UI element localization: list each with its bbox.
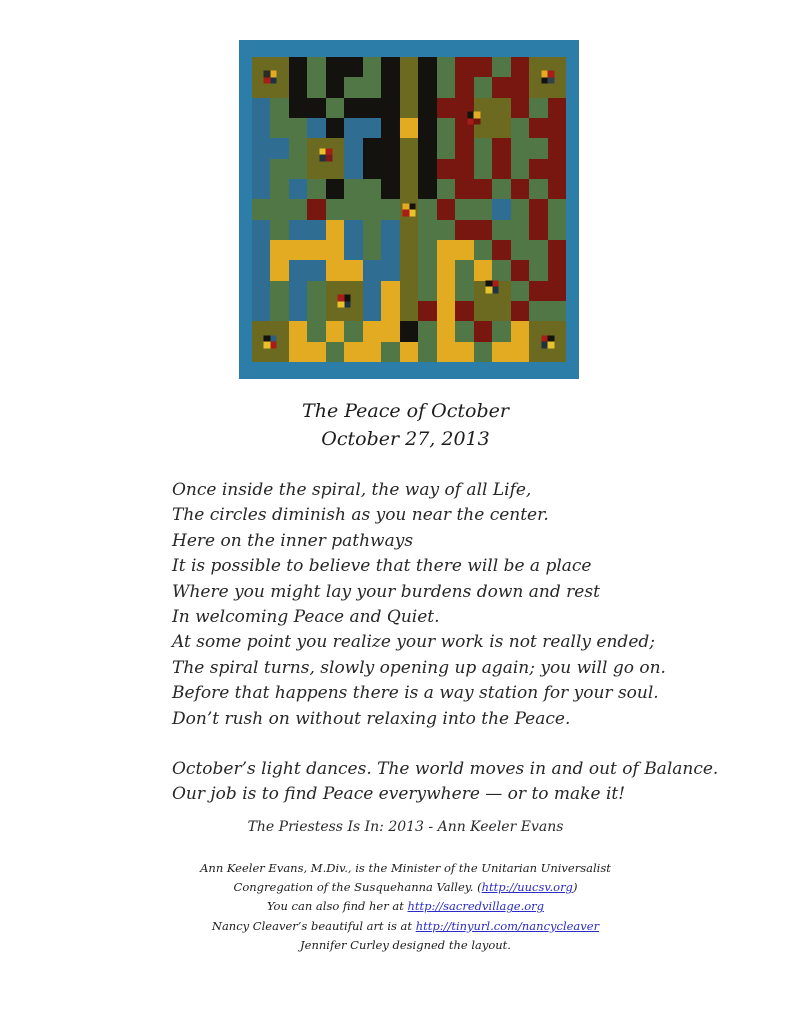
checker-dot-square [326, 155, 333, 162]
mosaic-cell [548, 138, 566, 158]
mosaic-cell [548, 159, 566, 179]
checker-dot [338, 295, 351, 308]
page-title: The Peace of October [302, 400, 509, 422]
poem-stanza-2 [172, 757, 718, 808]
mosaic-cell [418, 240, 436, 260]
mosaic-cell [400, 118, 418, 138]
mosaic-cell [474, 159, 492, 179]
checker-dot-square [548, 77, 555, 84]
mosaic-cell [363, 138, 381, 158]
mosaic-cell [511, 138, 529, 158]
mosaic-cell [492, 260, 510, 280]
mosaic-cell [529, 220, 547, 240]
checker-dot [541, 71, 554, 84]
checker-dot [467, 112, 480, 125]
mosaic-cell [289, 321, 307, 341]
mosaic-cell [474, 199, 492, 219]
mosaic-cell [418, 321, 436, 341]
poem-line: Don’t rush on without relaxing into the Peace. [172, 708, 571, 729]
mosaic-cell [307, 199, 325, 219]
mosaic-cell [529, 240, 547, 260]
checker-dot-square [474, 118, 481, 125]
poem-line: Once inside the spiral, the way of all Life, [172, 480, 532, 500]
mosaic-cell [363, 199, 381, 219]
footer-line [20, 936, 791, 955]
mosaic-cell [474, 321, 492, 341]
mosaic-cell [437, 301, 455, 321]
mosaic-cell [437, 98, 455, 118]
mosaic-cell [326, 57, 344, 77]
mosaic-cell [455, 159, 473, 179]
mosaic-cell [492, 240, 510, 260]
mosaic-cell [289, 179, 307, 199]
mosaic-cell [548, 301, 566, 321]
mosaic-cell [252, 240, 270, 260]
mosaic-cell [492, 321, 510, 341]
mosaic-cell [326, 179, 344, 199]
mosaic-cell [326, 77, 344, 97]
mosaic-cell [492, 179, 510, 199]
title-block [20, 398, 791, 453]
mosaic-cell [381, 301, 399, 321]
mosaic-cell [270, 98, 288, 118]
poem-line: The spiral turns, slowly opening up again; you will go on. [172, 657, 666, 678]
mosaic-cell [455, 199, 473, 219]
mosaic-cell [381, 98, 399, 118]
mosaic-cell [455, 321, 473, 341]
mosaic-cell [474, 57, 492, 77]
mosaic-cell [529, 138, 547, 158]
mosaic-cell [270, 240, 288, 260]
mosaic-cell [326, 98, 344, 118]
mosaic-cell [418, 199, 436, 219]
mosaic-cell [344, 159, 362, 179]
mosaic-cell [344, 260, 362, 280]
mosaic-cell [307, 281, 325, 301]
mosaic-cell [418, 57, 436, 77]
mosaic-cell [511, 281, 529, 301]
mosaic-cell [381, 118, 399, 138]
mosaic-cell [418, 98, 436, 118]
mosaic-cell [455, 342, 473, 362]
mosaic-cell [363, 118, 381, 138]
footer-text: Jennifer Curley designed the layout. [300, 937, 511, 952]
poem-line: Our job is to find Peace everywhere — or to make it! [172, 784, 626, 805]
mosaic-cell [344, 240, 362, 260]
mosaic-cell [492, 220, 510, 240]
mosaic-cell [363, 98, 381, 118]
mosaic-cell [252, 138, 270, 158]
mosaic-cell [548, 240, 566, 260]
mosaic-cell [492, 57, 510, 77]
checker-dot-square [492, 287, 499, 294]
mosaic-cell [289, 159, 307, 179]
mosaic-cell [455, 77, 473, 97]
mosaic-cell [511, 159, 529, 179]
peace-artwork [239, 40, 579, 379]
mosaic-cell [289, 118, 307, 138]
mosaic-cell [511, 118, 529, 138]
mosaic-cell [270, 159, 288, 179]
mosaic-cell [252, 301, 270, 321]
mosaic-cell [344, 138, 362, 158]
mosaic-cell [270, 179, 288, 199]
mosaic-cell [455, 260, 473, 280]
mosaic-cell [529, 199, 547, 219]
mosaic-cell [400, 159, 418, 179]
mosaic-cell [307, 321, 325, 341]
mosaic-cell [418, 159, 436, 179]
mosaic-cell [437, 240, 455, 260]
footer-link[interactable]: http://tinyurl.com/nancycleaver [415, 918, 600, 933]
mosaic-cell [289, 220, 307, 240]
stanza-gap [172, 732, 718, 757]
mosaic-cell [270, 199, 288, 219]
mosaic-cell [511, 240, 529, 260]
mosaic-cell [381, 179, 399, 199]
mosaic-cell [344, 77, 362, 97]
mosaic-cell [437, 281, 455, 301]
mosaic-cell [455, 138, 473, 158]
mosaic-cell [381, 138, 399, 158]
mosaic-cell [363, 159, 381, 179]
mosaic-cell [437, 138, 455, 158]
mosaic-cell [326, 240, 344, 260]
mosaic-cell [437, 118, 455, 138]
mosaic-cell [363, 240, 381, 260]
footer-text: You can also find her at [266, 899, 408, 914]
mosaic-cell [381, 199, 399, 219]
mosaic-cell [326, 260, 344, 280]
mosaic-cell [326, 321, 344, 341]
mosaic-cell [529, 179, 547, 199]
mosaic-cell [437, 220, 455, 240]
byline: The Priestess Is In: 2013 - Ann Keeler Evans [247, 819, 564, 835]
footer-credits [20, 859, 791, 955]
poem-line: It is possible to believe that there will be a place [172, 556, 592, 577]
mosaic-cell [437, 321, 455, 341]
mosaic-cell [548, 281, 566, 301]
mosaic-cell [511, 220, 529, 240]
mosaic-cell [511, 77, 529, 97]
mosaic-cell [344, 220, 362, 240]
mosaic-cell [418, 77, 436, 97]
checker-dot-square [270, 77, 277, 84]
mosaic-cell [326, 220, 344, 240]
checker-dot [264, 335, 277, 348]
mosaic-cell [529, 118, 547, 138]
footer-text: Congregation of the Susquehanna Valley. ( [233, 880, 482, 895]
mosaic-cell [511, 199, 529, 219]
mosaic-cell [474, 77, 492, 97]
checker-dot [486, 280, 499, 293]
mosaic-cell [307, 240, 325, 260]
mosaic-cell [307, 118, 325, 138]
checker-dot [264, 71, 277, 84]
poem [172, 478, 718, 808]
mosaic-cell [437, 77, 455, 97]
mosaic-cell [381, 281, 399, 301]
poem-line: Here on the inner pathways [172, 530, 414, 551]
mosaic-cell [418, 342, 436, 362]
mosaic-cell [492, 301, 510, 321]
mosaic-cell [270, 281, 288, 301]
mosaic-cell [344, 199, 362, 219]
mosaic-cell [418, 220, 436, 240]
mosaic-cell [252, 199, 270, 219]
mosaic-cell [400, 342, 418, 362]
mosaic-cell [307, 301, 325, 321]
mosaic-cell [270, 118, 288, 138]
mosaic-cell [344, 98, 362, 118]
mosaic-cell [492, 98, 510, 118]
mosaic-cell [270, 220, 288, 240]
mosaic-cell [548, 179, 566, 199]
mosaic-cell [363, 220, 381, 240]
mosaic-cell [492, 77, 510, 97]
mosaic-cell [400, 179, 418, 199]
poem-line: October’s light dances. The world moves in and out of Balance. [172, 759, 719, 780]
mosaic-cell [289, 260, 307, 280]
mosaic-cell [548, 118, 566, 138]
mosaic-cell [437, 342, 455, 362]
mosaic-cell [307, 260, 325, 280]
mosaic-cell [326, 118, 344, 138]
mosaic-cell [418, 281, 436, 301]
mosaic-cell [270, 301, 288, 321]
mosaic-cell [289, 281, 307, 301]
mosaic-cell [400, 281, 418, 301]
footer-link[interactable]: http://uucsv.org [481, 880, 573, 895]
mosaic-cell [381, 220, 399, 240]
checker-dot [541, 335, 554, 348]
mosaic-cell [492, 199, 510, 219]
mosaic-cell [455, 220, 473, 240]
mosaic-cell [400, 220, 418, 240]
mosaic-cell [455, 57, 473, 77]
mosaic-cell [437, 199, 455, 219]
mosaic-cell [252, 159, 270, 179]
mosaic-cell [548, 199, 566, 219]
mosaic-cell [381, 321, 399, 341]
mosaic-cell [511, 57, 529, 77]
mosaic-cell [400, 301, 418, 321]
mosaic-cell [344, 179, 362, 199]
mosaic-cell [252, 98, 270, 118]
mosaic-cell [363, 342, 381, 362]
mosaic-cell [289, 301, 307, 321]
mosaic-cell [363, 281, 381, 301]
mosaic-cell [437, 159, 455, 179]
mosaic-cell [400, 98, 418, 118]
mosaic-cell [529, 260, 547, 280]
mosaic-cell [363, 301, 381, 321]
mosaic-cell [492, 159, 510, 179]
mosaic-cell [363, 260, 381, 280]
mosaic-cell [511, 98, 529, 118]
mosaic-cell [307, 159, 325, 179]
mosaic-cell [252, 179, 270, 199]
mosaic-cell [511, 260, 529, 280]
checker-dot [403, 203, 416, 216]
mosaic-cell [289, 77, 307, 97]
footer-line [20, 859, 791, 878]
poem-stanza-1 [172, 478, 718, 732]
mosaic-cell [344, 57, 362, 77]
mosaic-cell [455, 301, 473, 321]
footer-text: ) [572, 880, 578, 895]
mosaic-cell [400, 57, 418, 77]
mosaic-cell [381, 260, 399, 280]
mosaic-cell [529, 98, 547, 118]
mosaic-cell [363, 179, 381, 199]
mosaic-cell [474, 342, 492, 362]
checker-dot-square [344, 301, 351, 308]
poem-line: The circles diminish as you near the center. [172, 505, 549, 526]
mosaic-cell [289, 138, 307, 158]
poem-line: Where you might lay your burdens down and rest [172, 581, 600, 602]
mosaic-cell [474, 301, 492, 321]
mosaic-cell [548, 98, 566, 118]
mosaic-cell [418, 179, 436, 199]
mosaic-cell [252, 281, 270, 301]
mosaic-cell [474, 220, 492, 240]
checker-dot-square [409, 210, 416, 217]
mosaic-cell [252, 260, 270, 280]
mosaic-cell [307, 98, 325, 118]
mosaic-cell [400, 77, 418, 97]
page-date: October 27, 2013 [321, 427, 490, 450]
mosaic-cell [437, 260, 455, 280]
mosaic-cell [511, 342, 529, 362]
mosaic-cell [529, 301, 547, 321]
mosaic-cell [307, 342, 325, 362]
mosaic-cell [474, 179, 492, 199]
mosaic-cell [455, 179, 473, 199]
mosaic-cell [289, 199, 307, 219]
mosaic-cell [307, 57, 325, 77]
mosaic-cell [400, 138, 418, 158]
mosaic-cell [381, 159, 399, 179]
mosaic-cell [511, 321, 529, 341]
footer-line [20, 917, 791, 936]
poem-line: At some point you realize your work is not really ended; [172, 632, 655, 653]
mosaic-cell [363, 57, 381, 77]
mosaic-cell [455, 281, 473, 301]
mosaic-cell [474, 260, 492, 280]
mosaic-cell [344, 342, 362, 362]
mosaic-cell [400, 260, 418, 280]
mosaic-cell [326, 159, 344, 179]
mosaic-cell [492, 342, 510, 362]
mosaic-cell [344, 118, 362, 138]
mosaic-cell [492, 138, 510, 158]
mosaic-cell [474, 240, 492, 260]
mosaic-cell [381, 57, 399, 77]
peace-artwork-mosaic [252, 57, 566, 362]
mosaic-cell [529, 159, 547, 179]
mosaic-cell [381, 240, 399, 260]
footer-text: Nancy Cleaver’s beautiful art is at [211, 918, 416, 933]
mosaic-cell [270, 138, 288, 158]
checker-dot-square [548, 342, 555, 349]
mosaic-cell [400, 321, 418, 341]
poem-line: Before that happens there is a way station for your soul. [172, 683, 659, 704]
mosaic-cell [363, 321, 381, 341]
footer-line [20, 897, 791, 916]
poem-line: In welcoming Peace and Quiet. [172, 607, 440, 628]
footer-link[interactable]: http://sacredvillage.org [407, 899, 545, 914]
mosaic-cell [381, 342, 399, 362]
mosaic-cell [511, 301, 529, 321]
checker-dot [319, 148, 332, 161]
mosaic-cell [326, 342, 344, 362]
mosaic-cell [363, 77, 381, 97]
mosaic-cell [289, 342, 307, 362]
mosaic-cell [492, 118, 510, 138]
footer-text: Ann Keeler Evans, M.Div., is the Minister of the Unitarian Universalist [200, 861, 611, 875]
mosaic-cell [474, 138, 492, 158]
mosaic-cell [418, 301, 436, 321]
mosaic-cell [289, 240, 307, 260]
mosaic-cell [548, 260, 566, 280]
mosaic-cell [437, 179, 455, 199]
mosaic-cell [418, 138, 436, 158]
mosaic-cell [381, 77, 399, 97]
mosaic-cell [307, 220, 325, 240]
mosaic-cell [307, 179, 325, 199]
mosaic-cell [326, 199, 344, 219]
mosaic-cell [289, 98, 307, 118]
checker-dot-square [270, 342, 277, 349]
mosaic-cell [418, 260, 436, 280]
mosaic-cell [400, 240, 418, 260]
mosaic-cell [548, 220, 566, 240]
mosaic-cell [529, 281, 547, 301]
footer-line [20, 878, 791, 897]
mosaic-cell [270, 260, 288, 280]
mosaic-cell [252, 118, 270, 138]
mosaic-cell [511, 179, 529, 199]
mosaic-cell [437, 57, 455, 77]
mosaic-cell [455, 240, 473, 260]
mosaic-cell [344, 321, 362, 341]
mosaic-cell [289, 57, 307, 77]
mosaic-cell [418, 118, 436, 138]
mosaic-cell [307, 77, 325, 97]
mosaic-cell [252, 220, 270, 240]
